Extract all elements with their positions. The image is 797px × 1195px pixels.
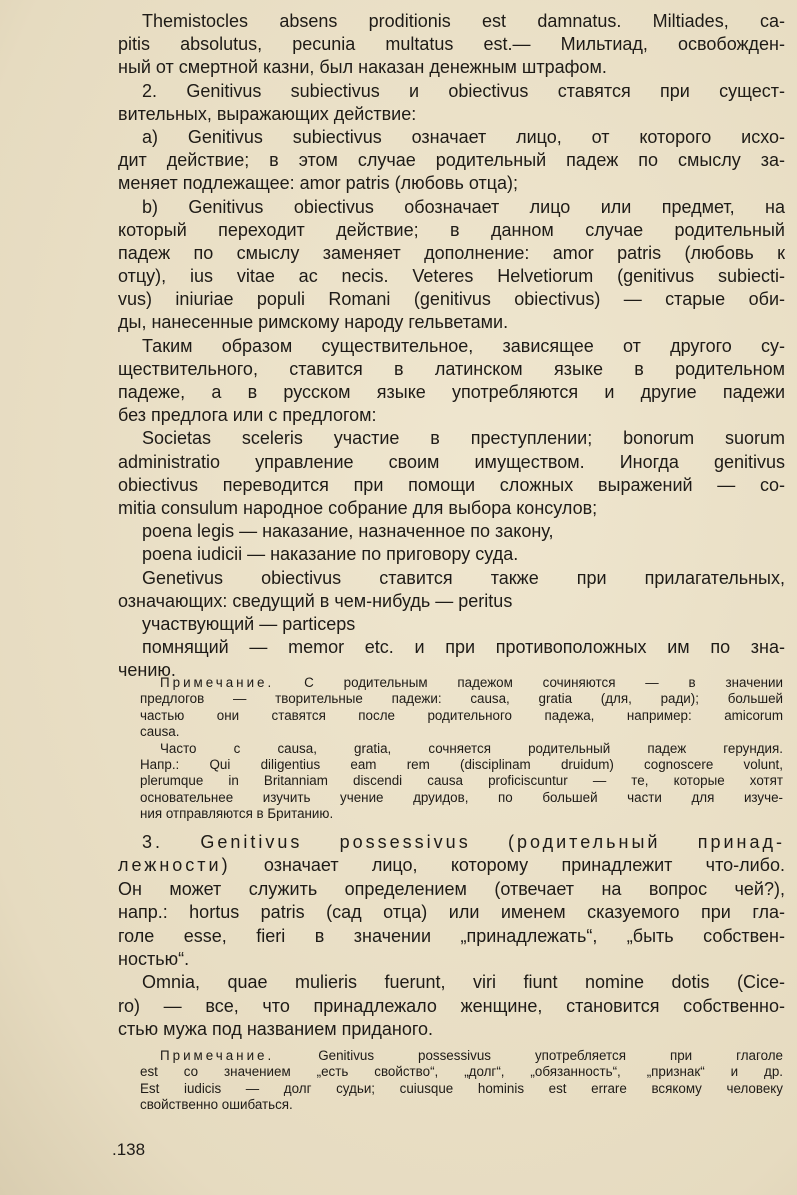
line-text: чению. [118, 660, 176, 681]
text-line [118, 567, 785, 590]
line-text: голе esse, fieri в значении „принадлежать“, „быть собствен- [118, 925, 785, 946]
line-text: Часто с causa, gratia, сочняется родительный падеж герундия. [160, 740, 783, 756]
text-line [118, 995, 785, 1018]
page-number: .138 [112, 1140, 146, 1159]
text-line [118, 427, 785, 450]
line-text: меняет подлежащее: amor patris (любовь отца); [118, 173, 519, 194]
spaced-heading: Примечание. [160, 1048, 275, 1063]
text-line [140, 773, 783, 789]
line-text: который переходит действие; в данном случае родительный [118, 219, 785, 240]
section-3-genitivus-possessivus [118, 831, 785, 1042]
line-text: Напр.: Qui diligentius eam rem (disciplinam druidum) cognoscere volunt, [140, 756, 783, 772]
text-line [118, 878, 785, 901]
line-text: ществительного, ставится в латинском языке в родительном [118, 358, 785, 379]
line-text: участвующий — particeps [142, 613, 356, 634]
text-line [140, 1064, 783, 1080]
text-line [118, 219, 785, 242]
line-text: poena iudicii — наказание по приговору суда. [142, 544, 519, 565]
line-text: poena legis — наказание, назначенное по закону, [142, 521, 554, 542]
text-line [118, 311, 785, 334]
line-text: свойственно ошибаться. [140, 1097, 293, 1113]
text-line [140, 1081, 783, 1097]
line-text: предлогов — творительные падежи: causa, gratia (для, ради); большей [140, 691, 783, 707]
line-text: без предлога или с предлогом: [118, 405, 377, 426]
text-line [118, 948, 785, 971]
line-text: ния отправляются в Британию. [140, 806, 334, 822]
line-text: ды, нанесенные римскому народу гельветами. [118, 312, 509, 333]
text-line [118, 590, 785, 613]
line-text: a) Genitivus subiectivus означает лицо, от которого исхо- [142, 126, 785, 147]
text-line [118, 520, 785, 543]
text-line [140, 1097, 783, 1113]
text-line [118, 474, 785, 497]
text-line [118, 381, 785, 404]
text-line [140, 806, 783, 822]
text-line [118, 149, 785, 172]
line-text: administratio управление своим имуществом. Иногда genitivus [118, 451, 785, 472]
line-text: obiectivus переводится при помощи сложных выражений — co- [118, 474, 785, 495]
line-text: падеж по смыслу заменяет дополнение: amor patris (любовь к [118, 242, 785, 263]
text-line [140, 1048, 783, 1064]
text-line [140, 757, 783, 773]
spaced-heading: лежности) [118, 855, 231, 876]
main-text [118, 10, 785, 682]
text-line [118, 854, 785, 877]
text-line [140, 708, 783, 724]
line-text: Он может служить определением (отвечает на вопрос чей?), [118, 878, 785, 899]
text-line [118, 56, 785, 79]
line-text: означающих: сведущий в чем-нибудь — peritus [118, 590, 513, 611]
text-line [118, 10, 785, 33]
text-line [118, 613, 785, 636]
line-text: Genitivus possessivus употребляется при глаголе [274, 1048, 783, 1063]
line-text: 2. Genitivus subiectivus и obiectivus ставятся при сущест- [142, 80, 785, 101]
text-line [118, 451, 785, 474]
text-line [118, 172, 785, 195]
text-line [118, 196, 785, 219]
line-text: вительных, выражающих действие: [118, 103, 417, 124]
text-line [118, 831, 785, 854]
line-text: plerumque in Britanniam discendi causa proficiscuntur — те, которые хотят [140, 773, 783, 789]
line-text: pitis absolutus, pecunia multatus est.— Мильтиад, освобожден- [118, 34, 785, 55]
line-text: означает лицо, которому принадлежит что-либо. [230, 855, 785, 876]
line-text: дит действие; в этом случае родительный падеж по смыслу за- [118, 150, 785, 171]
line-text: Societas sceleris участие в преступлении; bonorum suorum [142, 428, 785, 449]
text-line [140, 741, 783, 757]
text-line [118, 103, 785, 126]
text-line [118, 901, 785, 924]
line-text: ностью“. [118, 948, 190, 969]
text-line [140, 790, 783, 806]
text-line [118, 80, 785, 103]
text-line [140, 675, 783, 691]
text-line [118, 358, 785, 381]
line-text: causa. [140, 724, 180, 740]
line-text: основательнее изучить учение друидов, по большей части для изуче- [140, 789, 783, 805]
line-text: частью они ставятся после родительного падежа, например: amicorum [140, 707, 783, 723]
note-2 [140, 1048, 783, 1114]
spaced-heading: 3. Genitivus possessivus (родительный принад- [142, 832, 785, 852]
line-text: ный от смертной казни, был наказан денежным штрафом. [118, 57, 607, 78]
text-line [118, 497, 785, 520]
text-line [118, 404, 785, 427]
text-line [118, 636, 785, 659]
text-line [118, 1018, 785, 1041]
line-text: отцу), ius vitae ac necis. Veteres Helvetiorum (genitivus subiecti- [118, 266, 785, 287]
line-text: падеже, а в русском языке употребляются и другие падежи [118, 382, 785, 402]
line-text: Est iudicis — долг судьи; cuiusque hominis est errare всякому человеку [140, 1080, 783, 1096]
text-line [118, 288, 785, 311]
line-text: b) Genitivus obiectivus обозначает лицо или предмет, на [142, 196, 785, 217]
text-line [118, 925, 785, 948]
line-text: напр.: hortus patris (сад отца) или именем сказуемого при гла- [118, 902, 785, 923]
line-text: ro) — все, что принадлежало женщине, становится собственно- [118, 995, 785, 1016]
line-text: стью мужа под названием приданого. [118, 1019, 434, 1040]
text-line [118, 242, 785, 265]
line-text: Таким образом существительное, зависящее от другого су- [142, 335, 785, 356]
line-text: Omnia, quae mulieris fuerunt, viri fiunt nomine dotis (Cice- [142, 972, 785, 993]
text-line [118, 335, 785, 358]
text-line [118, 265, 785, 288]
text-line [140, 691, 783, 707]
note-1 [140, 675, 783, 823]
line-text: est со значением „есть свойство“, „долг“, „обязанность“, „признак“ и др. [140, 1064, 783, 1080]
text-line [140, 724, 783, 740]
line-text: помнящий — memor etc. и при противоположных им по зна- [142, 637, 785, 658]
text-line [118, 126, 785, 149]
line-text: mitia consulum народное собрание для выбора консулов; [118, 497, 598, 518]
line-text: С родительным падежом сочиняются — в значении [274, 675, 783, 690]
text-line [118, 33, 785, 56]
line-text: Genetivus obiectivus ставится также при прилагательных, [142, 567, 785, 588]
text-line [118, 971, 785, 994]
line-text: Themistocles absens proditionis est damnatus. Miltiades, ca- [142, 11, 785, 31]
line-text: vus) iniuriae populi Romani (genitivus obiectivus) — старые оби- [118, 289, 785, 310]
spaced-heading: Примечание. [160, 675, 275, 690]
text-line [118, 543, 785, 566]
